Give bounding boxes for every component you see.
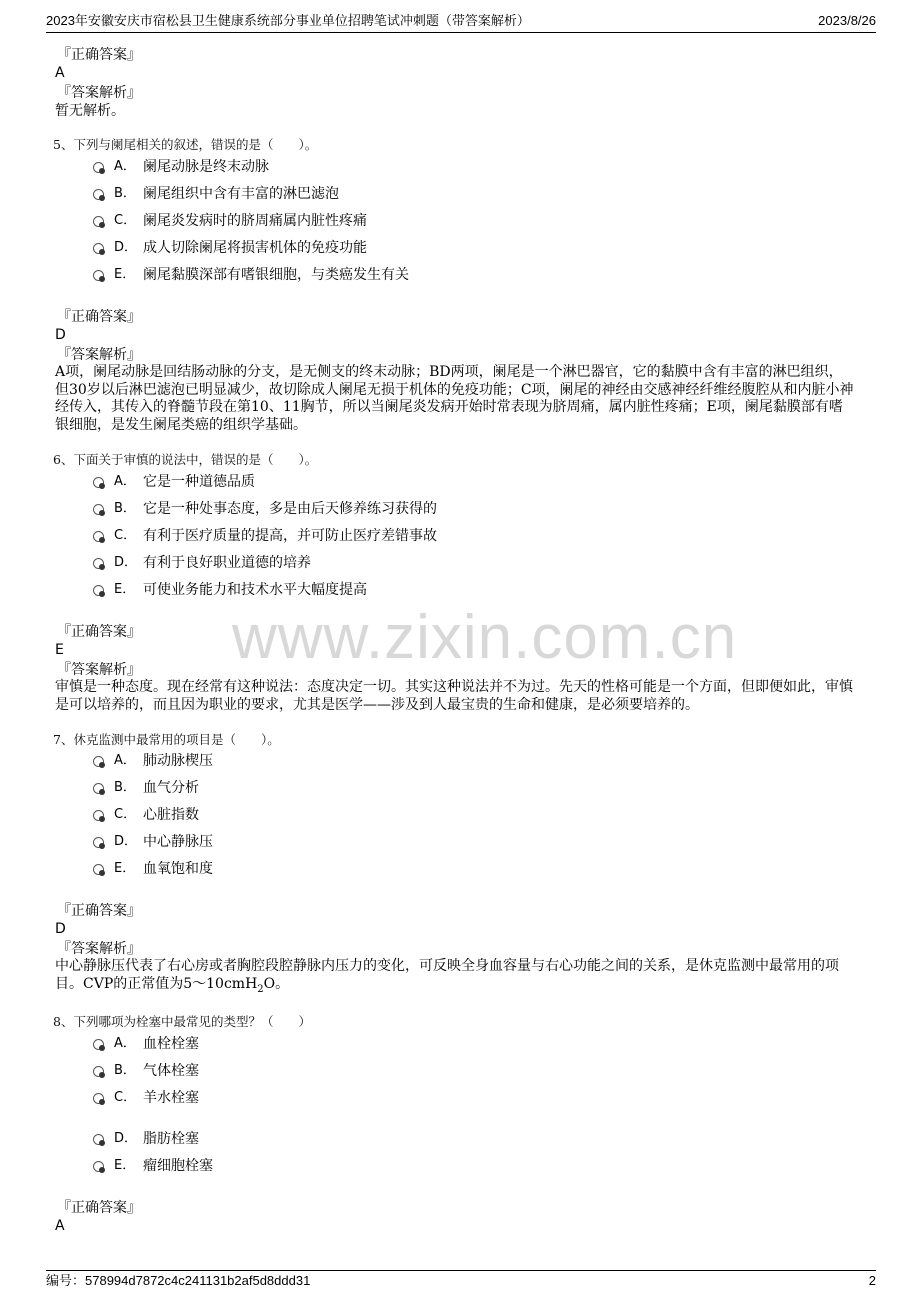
radio-icon[interactable]	[93, 1039, 104, 1050]
correct-answer-label: 『正确答案』	[57, 624, 141, 640]
option-text: 羊水栓塞	[143, 1090, 199, 1106]
option-text: 血气分析	[143, 780, 199, 796]
option-text: 它是一种道德品质	[143, 474, 255, 490]
correct-answer-label: 『正确答案』	[57, 903, 141, 919]
watermark: www.zixin.com.cn	[232, 603, 738, 672]
option-letter: D．	[114, 834, 138, 849]
option-letter: A．	[114, 159, 136, 174]
radio-icon[interactable]	[93, 189, 104, 200]
option-letter: A．	[114, 474, 136, 489]
option-text: 气体栓塞	[143, 1063, 199, 1079]
option-text: 心脏指数	[143, 807, 199, 823]
question-stem: 6、下面关于审慎的说法中，错误的是（ ）。	[53, 452, 318, 467]
radio-icon[interactable]	[93, 1134, 104, 1145]
document-title: 2023年安徽安庆市宿松县卫生健康系统部分事业单位招聘笔试冲刺题（带答案解析）	[46, 13, 530, 28]
option-text: 肺动脉楔压	[143, 753, 213, 769]
correct-answer-value: E	[55, 642, 64, 658]
question-stem: 7、休克监测中最常用的项目是（ ）。	[53, 732, 280, 747]
option-letter: C．	[114, 213, 137, 228]
radio-icon[interactable]	[93, 504, 104, 515]
question-stem: 8、下列哪项为栓塞中最常见的类型？（ ）	[53, 1014, 311, 1029]
question-stem: 5、下列与阑尾相关的叙述，错误的是（ ）。	[53, 137, 318, 152]
option-text: 可使业务能力和技术水平大幅度提高	[143, 582, 367, 598]
analysis-label: 『答案解析』	[57, 941, 141, 957]
option-text: 成人切除阑尾将损害机体的免疫功能	[143, 240, 367, 256]
option-text: 血栓栓塞	[143, 1036, 199, 1052]
option-letter: E．	[114, 582, 136, 597]
document-date: 2023/8/26	[818, 13, 876, 28]
option-letter: C．	[114, 1090, 137, 1105]
radio-icon[interactable]	[93, 783, 104, 794]
analysis-text: A项，阑尾动脉是回结肠动脉的分支，是无侧支的终末动脉；BD两项，阑尾是一个淋巴器官，它的黏膜中含有丰富的淋巴组织，但30岁以后淋巴滤泡已明显减少，故切除成人阑尾无损于机体的免疫功能；C项，阑尾的神经由交感神经纤维经腹腔从和内脏小神经传入，其传入的脊髓节段在第10、11胸节，所以当阑尾炎发病开始时常表现为脐周痛，属内脏性疼痛；E项，阑尾黏膜部有嗜银细胞，是发生阑尾类癌的组织学基础。	[55, 364, 854, 433]
radio-icon[interactable]	[93, 531, 104, 542]
analysis-text: 暂无解析。	[55, 103, 125, 119]
option-letter: B．	[114, 501, 136, 516]
correct-answer-label: 『正确答案』	[57, 47, 141, 63]
option-text: 有利于良好职业道德的培养	[143, 555, 311, 571]
analysis-text-main: 中心静脉压代表了右心房或者胸腔段腔静脉内压力的变化，可反映全身血容量与右心功能之间的关系，是休克监测中最常用的项目。CVP的正常值为5～10cmH	[55, 958, 839, 992]
option-text: 阑尾组织中含有丰富的淋巴滤泡	[143, 186, 339, 202]
option-text: 阑尾动脉是终末动脉	[143, 159, 269, 175]
correct-answer-label: 『正确答案』	[57, 1200, 141, 1216]
option-letter: C．	[114, 807, 137, 822]
option-letter: A．	[114, 1036, 136, 1051]
radio-icon[interactable]	[93, 1161, 104, 1172]
radio-icon[interactable]	[93, 864, 104, 875]
page-header	[46, 12, 876, 33]
option-letter: D．	[114, 240, 138, 255]
analysis-label: 『答案解析』	[57, 85, 141, 101]
radio-icon[interactable]	[93, 243, 104, 254]
analysis-label: 『答案解析』	[57, 662, 141, 678]
radio-icon[interactable]	[93, 477, 104, 488]
radio-icon[interactable]	[93, 810, 104, 821]
page-footer	[46, 1270, 876, 1288]
radio-icon[interactable]	[93, 756, 104, 767]
correct-answer-value: D	[55, 921, 66, 937]
radio-icon[interactable]	[93, 558, 104, 569]
option-letter: D．	[114, 1131, 138, 1146]
option-text: 中心静脉压	[143, 834, 213, 850]
option-text: 瘤细胞栓塞	[143, 1158, 213, 1174]
radio-icon[interactable]	[93, 1093, 104, 1104]
option-letter: E．	[114, 1158, 136, 1173]
option-letter: B．	[114, 186, 136, 201]
option-letter: E．	[114, 267, 136, 282]
radio-icon[interactable]	[93, 270, 104, 281]
correct-answer-value: D	[55, 327, 66, 343]
option-letter: A．	[114, 753, 136, 768]
radio-icon[interactable]	[93, 585, 104, 596]
option-text: 脂肪栓塞	[143, 1131, 199, 1147]
document-code: 编号：578994d7872c4c241131b2af5d8ddd31	[46, 1273, 311, 1288]
correct-answer-value: A	[55, 65, 65, 81]
radio-icon[interactable]	[93, 216, 104, 227]
analysis-text-tail: O。	[263, 975, 290, 992]
option-text: 阑尾炎发病时的脐周痛属内脏性疼痛	[143, 213, 367, 229]
option-letter: E．	[114, 861, 136, 876]
option-text: 阑尾黏膜深部有嗜银细胞，与类癌发生有关	[143, 267, 409, 283]
analysis-text: 审慎是一种态度。现在经常有这种说法：态度决定一切。其实这种说法并不为过。先天的性格可能是一个方面，但即便如此，审慎是可以培养的，而且因为职业的要求，尤其是医学——涉及到人最宝贵的生命和健康，是必须要培养的。	[55, 679, 853, 713]
option-letter: B．	[114, 1063, 136, 1078]
radio-icon[interactable]	[93, 1066, 104, 1077]
subscript-2: 2	[257, 983, 264, 995]
option-text: 有利于医疗质量的提高，并可防止医疗差错事故	[143, 528, 437, 544]
radio-icon[interactable]	[93, 837, 104, 848]
option-text: 血氧饱和度	[143, 861, 213, 877]
analysis-label: 『答案解析』	[57, 347, 141, 363]
option-letter: B．	[114, 780, 136, 795]
correct-answer-label: 『正确答案』	[57, 309, 141, 325]
page-number: 2	[868, 1273, 876, 1288]
option-letter: C．	[114, 528, 137, 543]
correct-answer-value: A	[55, 1218, 65, 1234]
option-text: 它是一种处事态度，多是由后天修养练习获得的	[143, 501, 437, 517]
radio-icon[interactable]	[93, 162, 104, 173]
option-letter: D．	[114, 555, 138, 570]
analysis-text	[55, 958, 855, 998]
